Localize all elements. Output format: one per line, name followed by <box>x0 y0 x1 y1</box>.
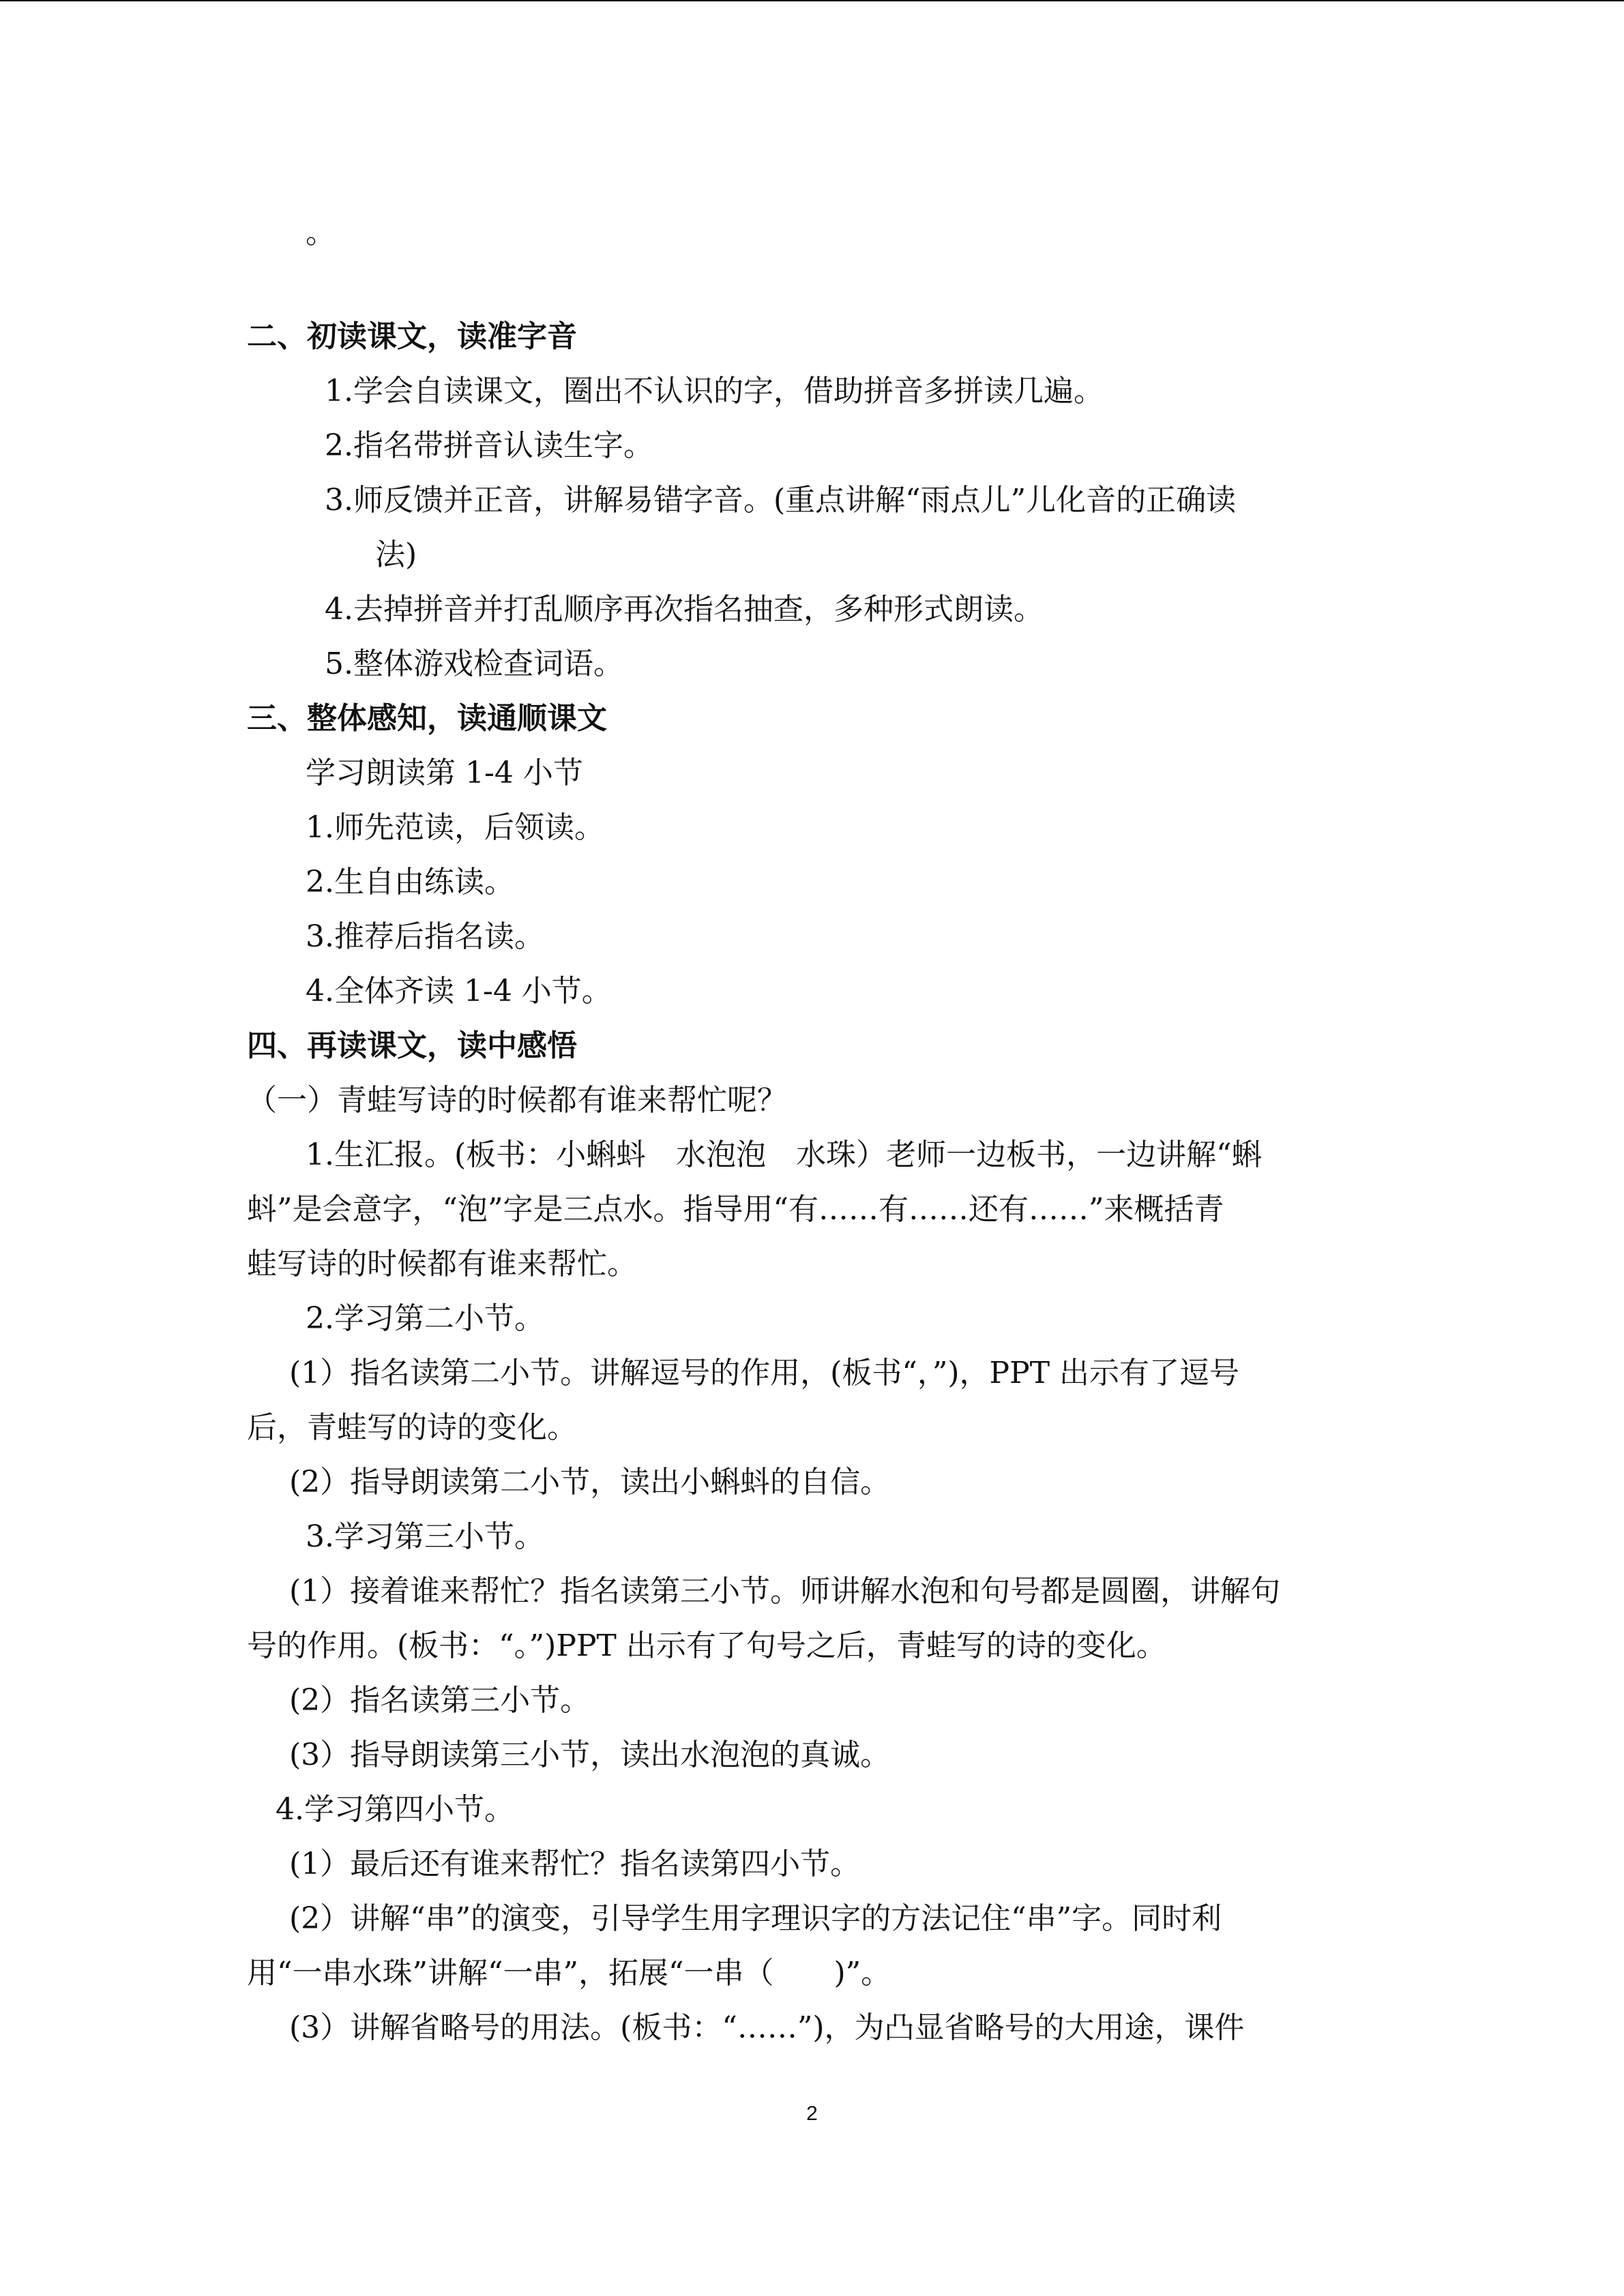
section-heading-3: 三、整体感知，读通顺课文 <box>247 701 607 736</box>
paragraph-line: (1）接着谁来帮忙？指名读第三小节。师讲解水泡和句号都是圆圈，讲解句 <box>289 1574 1281 1609</box>
paragraph-line: (2）指名读第三小节。 <box>289 1683 591 1718</box>
paragraph-line: 1.师先范读，后领读。 <box>306 810 604 845</box>
page-number: 2 <box>806 2102 818 2125</box>
paragraph-line: (3）讲解省略号的用法。(板书：“……”)，为凸显省略号的大用途，课件 <box>289 2010 1245 2045</box>
paragraph-line: 3.师反馈并正音，讲解易错字音。(重点讲解“雨点儿”儿化音的正确读 <box>325 483 1237 518</box>
continuation-mark: 。 <box>306 215 336 250</box>
paragraph-line: 2.学习第二小节。 <box>306 1301 544 1336</box>
paragraph-line: 2.指名带拼音认读生字。 <box>325 428 653 463</box>
paragraph-line: 2.生自由练读。 <box>306 865 514 899</box>
section-heading-2: 二、初读课文，读准字音 <box>247 319 577 354</box>
paragraph-line: 3.推荐后指名读。 <box>306 919 544 954</box>
paragraph-line: (2）指导朗读第二小节，读出小蝌蚪的自信。 <box>289 1465 891 1500</box>
paragraph-line: 3.学习第三小节。 <box>306 1519 544 1554</box>
paragraph-line: (1）最后还有谁来帮忙？指名读第四小节。 <box>289 1847 861 1881</box>
paragraph-line: 1.学会自读课文，圈出不认识的字，借助拼音多拼读几遍。 <box>325 374 1104 408</box>
paragraph-line: 1.生汇报。(板书：小蝌蚪 水泡泡 水珠）老师一边板书，一边讲解“蝌 <box>306 1137 1262 1172</box>
paragraph-line: 蛙写诗的时候都有谁来帮忙。 <box>247 1247 637 1281</box>
paragraph-line: (3）指导朗读第三小节，读出水泡泡的真诚。 <box>289 1738 891 1772</box>
paragraph-line: 号的作用。(板书：“。”)PPT 出示有了句号之后，青蛙写的诗的变化。 <box>247 1628 1166 1663</box>
section-heading-4: 四、再读课文，读中感悟 <box>247 1028 577 1063</box>
paragraph-line: 学习朗读第 1-4 小节 <box>306 756 583 790</box>
subsection-heading: （一）青蛙写诗的时候都有谁来帮忙呢？ <box>247 1083 787 1118</box>
top-border-line <box>0 0 1624 1</box>
paragraph-line: (2）讲解“串”的演变，引导学生用字理识字的方法记住“串”字。同时利 <box>289 1901 1222 1936</box>
paragraph-line: 4.学习第四小节。 <box>276 1792 514 1827</box>
paragraph-line: 用“一串水珠”讲解“一串”，拓展“一串（ )”。 <box>247 1956 891 1991</box>
paragraph-line: 后，青蛙写的诗的变化。 <box>247 1410 577 1445</box>
paragraph-line: 4.去掉拼音并打乱顺序再次指名抽查，多种形式朗读。 <box>325 592 1044 627</box>
paragraph-line: 5.整体游戏检查词语。 <box>325 646 623 681</box>
paragraph-line: 法) <box>375 537 417 572</box>
paragraph-line: 蚪”是会意字，“泡”字是三点水。指导用“有……有……还有……”来概括青 <box>247 1192 1224 1227</box>
paragraph-line: 4.全体齐读 1-4 小节。 <box>306 974 612 1009</box>
paragraph-line: (1）指名读第二小节。讲解逗号的作用，(板书“，”)，PPT 出示有了逗号 <box>289 1356 1240 1390</box>
